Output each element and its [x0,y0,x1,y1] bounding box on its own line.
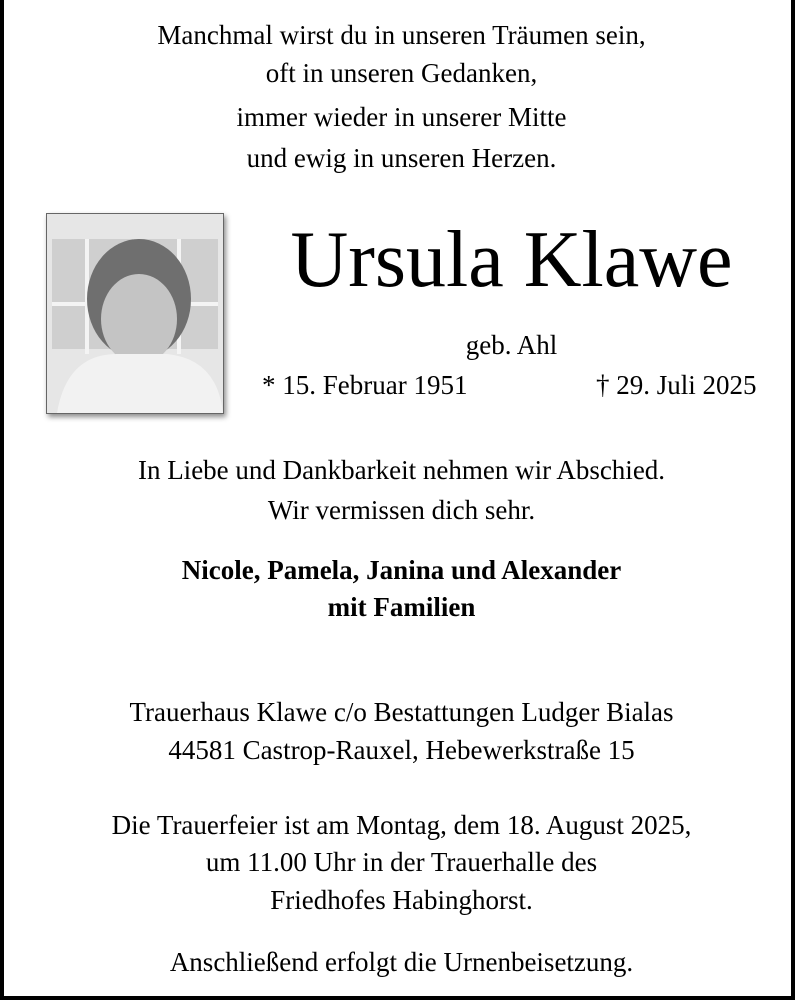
deceased-name: Ursula Klawe [290,216,733,304]
address-line: 44581 Castrop-Rauxel, Hebewerkstraße 15 [168,735,635,765]
maiden-name: geb. Ahl [465,330,558,360]
farewell-line: Wir vermissen dich sehr. [267,495,536,525]
death-date: † 29. Juli 2025 [596,370,757,400]
farewell-line: In Liebe und Dankbarkeit nehmen wir Abschied. [137,455,666,485]
poem-line: immer wieder in unserer Mitte [236,102,567,132]
birth-date: * 15. Februar 1951 [262,370,468,400]
ceremony-line: Die Trauerfeier ist am Montag, dem 18. August 2025, [111,810,692,840]
poem-line: Manchmal wirst du in unseren Träumen sein, [157,20,646,50]
mourners-line: mit Familien [327,592,476,622]
portrait-photo [46,213,224,414]
poem-line: oft in unseren Gedanken, [265,58,538,88]
closing-line: Anschließend erfolgt die Urnenbeisetzung. [169,947,634,977]
ceremony-line: um 11.00 Uhr in der Trauerhalle des [205,847,598,877]
address-line: Trauerhaus Klawe c/o Bestattungen Ludger Bialas [129,697,674,727]
poem-line: und ewig in unseren Herzen. [246,143,557,173]
ceremony-line: Friedhofes Habinghorst. [270,885,533,915]
mourners-line: Nicole, Pamela, Janina und Alexander [181,555,622,585]
